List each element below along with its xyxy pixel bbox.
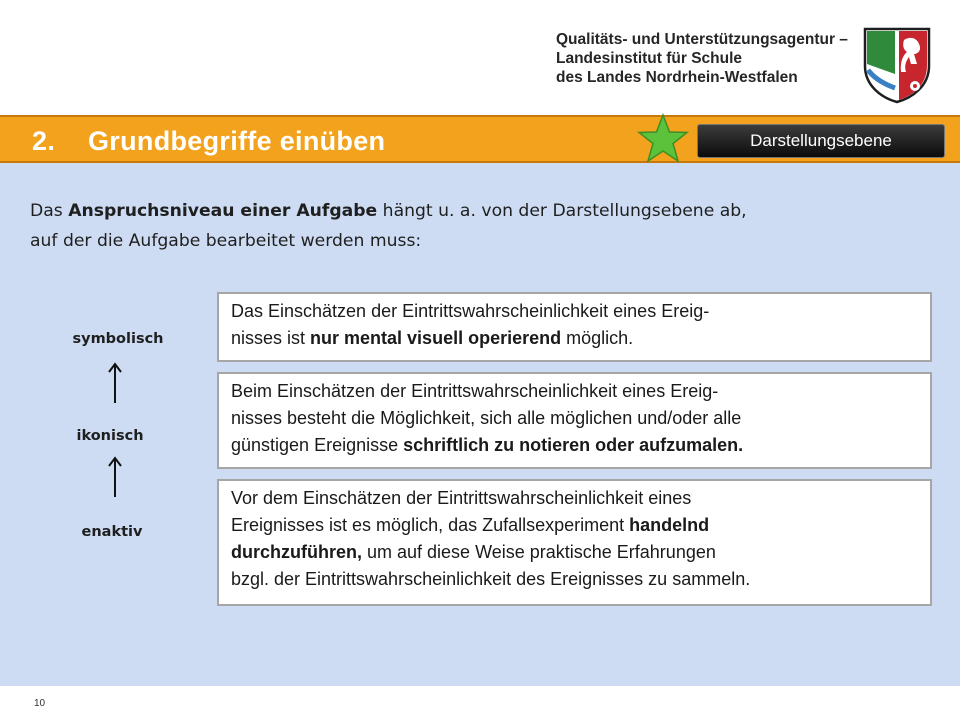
arrow-up-icon bbox=[105, 362, 125, 404]
box-line: nisses besteht die Möglichkeit, sich alle möglichen und/oder alle bbox=[231, 408, 742, 428]
iconic-description-box bbox=[217, 372, 932, 469]
box-line: Beim Einschätzen der Eintrittswahrscheinlichkeit eines Ereig- bbox=[231, 381, 719, 401]
darstellungsebene-badge: Darstellungsebene bbox=[697, 124, 945, 158]
box-text: möglich. bbox=[561, 328, 634, 348]
box-text: nisses ist bbox=[231, 328, 311, 348]
org-line-2: Landesinstitut für Schule bbox=[556, 50, 743, 67]
box-bold-text: durchzuführen, bbox=[231, 542, 362, 562]
intro-part-1: Das bbox=[30, 201, 69, 221]
box-line: Vor dem Einschätzen der Eintrittswahrscheinlichkeit eines bbox=[231, 488, 692, 508]
organization-name bbox=[556, 30, 856, 87]
page-number: 10 bbox=[34, 698, 46, 709]
box-bold-text: schriftlich zu notieren oder aufzumalen. bbox=[403, 435, 744, 455]
box-bold-text: handelnd bbox=[629, 515, 710, 535]
intro-text bbox=[30, 196, 920, 256]
box-text: günstigen Ereignisse bbox=[231, 435, 404, 455]
intro-bold: Anspruchsniveau einer Aufgabe bbox=[68, 201, 378, 221]
level-enactive: enaktiv bbox=[81, 524, 143, 540]
box-line: Das Einschätzen der Eintrittswahrscheinlichkeit eines Ereig- bbox=[231, 301, 710, 321]
box-text: Ereignisses ist es möglich, das Zufallsexperiment bbox=[231, 515, 630, 535]
green-star-icon bbox=[636, 113, 690, 165]
intro-part-2: hängt u. a. von der Darstellungsebene ab, bbox=[377, 201, 747, 221]
enactive-description-box bbox=[217, 479, 932, 606]
org-line-3: des Landes Nordrhein-Westfalen bbox=[556, 69, 798, 86]
intro-line-2: auf der die Aufgabe bearbeitet werden muss: bbox=[30, 231, 422, 251]
page-title bbox=[32, 121, 385, 161]
arrow-up-icon bbox=[105, 456, 125, 498]
org-line-1: Qualitäts- und Unterstützungsagentur – bbox=[556, 31, 848, 48]
box-text: um auf diese Weise praktische Erfahrungen bbox=[362, 542, 716, 562]
section-number: 2. bbox=[32, 126, 56, 156]
level-iconic: ikonisch bbox=[76, 428, 144, 444]
nrw-coat-of-arms-icon bbox=[862, 26, 932, 104]
section-title: Grundbegriffe einüben bbox=[88, 126, 386, 156]
box-bold-text: nur mental visuell operierend bbox=[310, 328, 562, 348]
box-line: bzgl. der Eintrittswahrscheinlichkeit des Ereignisses zu sammeln. bbox=[231, 569, 751, 589]
symbolic-description-box bbox=[217, 292, 932, 362]
level-symbolic: symbolisch bbox=[72, 331, 164, 347]
